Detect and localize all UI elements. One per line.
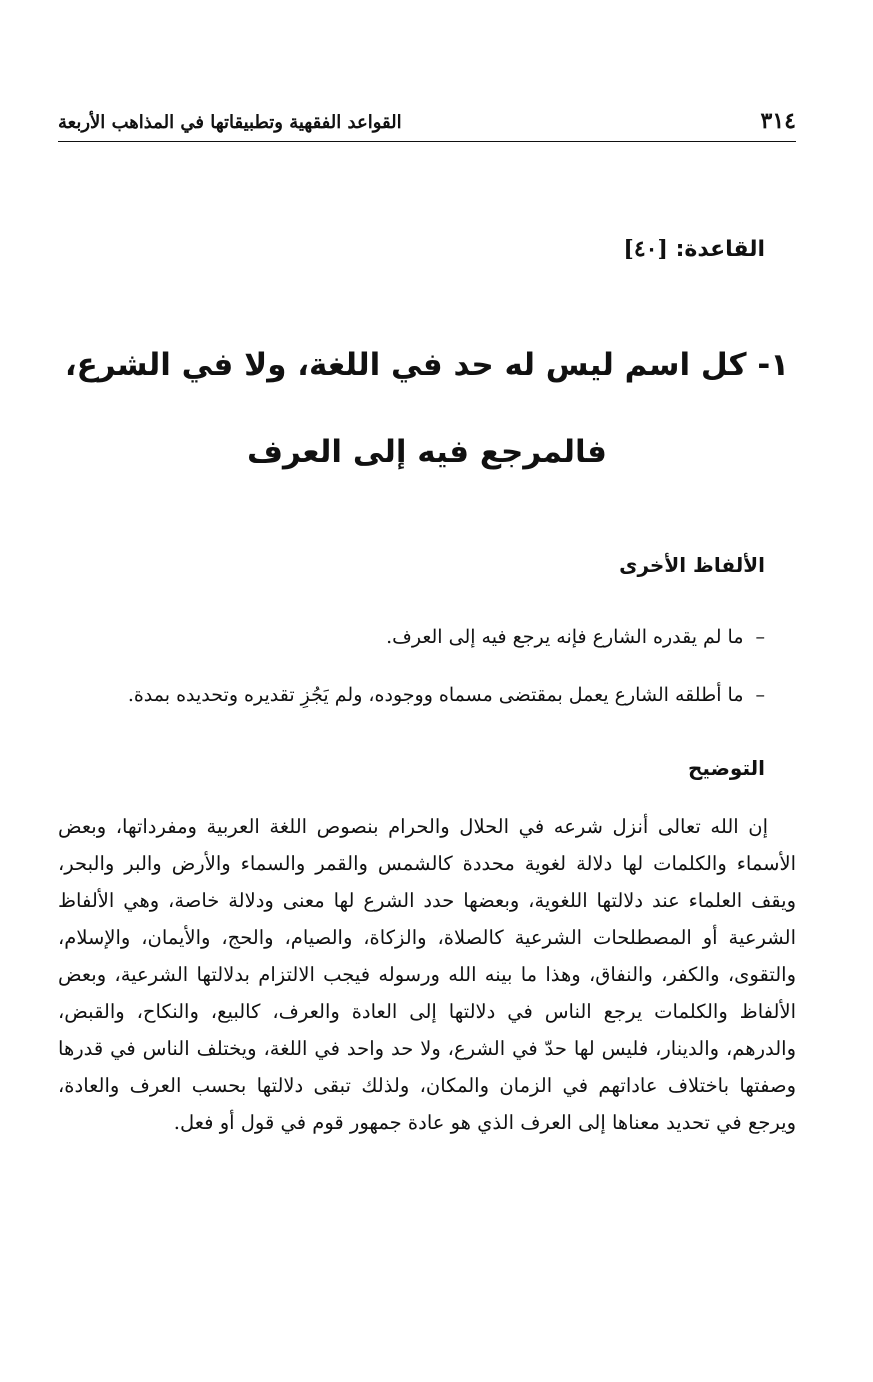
rule-number [623,236,765,262]
running-header [58,108,796,138]
page-number: ٣١٤ [760,108,796,134]
other-phrasings-title: الألفاظ الأخرى [619,553,765,577]
rule-label: القاعدة: [675,237,765,262]
header-divider [58,141,796,142]
list-item [65,666,765,724]
explanation-title: التوضيح [688,756,765,780]
rule-heading-line-2: فالمرجع فيه إلى العرف [247,434,607,470]
explanation-paragraph: إن الله تعالى أنزل شرعه في الحلال والحرام بنصوص اللغة العربية ومفرداتها، وبعض الأسماء والكلمات لها دلالة لغوية محددة كالشمس والقمر والسماء والأرض والبر والبحر، ويقف العلماء عند دلالتها اللغوية، وبعضها حدد الشرع لها معنى ودلالة خاصة، وهي الألفاظ الشرعية أو المصطلحات الشرعية كالصلاة، والزكاة، والصيام، والحج، والأيمان، والإسلام، والتقوى، والكفر، والنفاق، وهذا ما بينه الله ورسوله فيجب الالتزام بدلالتها الشرعية، وبعض الألفاظ والكلمات يرجع الناس في دلالتها إلى العادة والعرف، كالبيع، والنكاح، والقبض، والدرهم، والدينار، فليس لها حدّ في الشرع، ولا حد واحد في اللغة، ويختلف الناس في قدرها وصفتها باختلاف عاداتهم في الزمان والمكان، ولذلك تبقى دلالتها بحسب العرف والعادة، ويرجع في تحديد معناها إلى العرف الذي هو عادة جمهور قوم في قول أو فعل. [58,815,796,1134]
list-bullet: – [755,626,765,648]
other-phrasings-list [65,608,765,724]
list-item [65,608,765,666]
running-title: القواعد الفقهية وتطبيقاتها في المذاهب الأربعة [58,112,402,133]
list-item-text: ما أطلقه الشارع يعمل بمقتضى مسماه ووجوده، ولم يَجُزِ تقديره وتحديده بمدة. [127,684,744,706]
list-item-text: ما لم يقدره الشارع فإنه يرجع فيه إلى العرف. [386,626,744,648]
rule-number-value: [٤٠] [623,236,668,262]
list-bullet: – [755,684,765,706]
rule-heading-line-1: ١- كل اسم ليس له حد في اللغة، ولا في الشرع، [64,347,790,383]
